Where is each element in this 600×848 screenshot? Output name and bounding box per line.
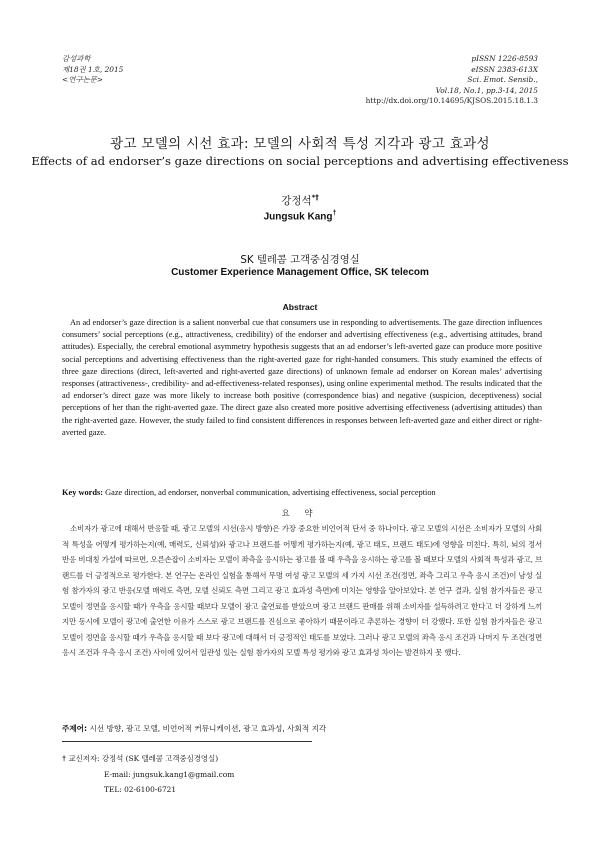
author-korean (0, 193, 600, 208)
title-korean: 광고 모델의 시선 효과: 모델의 사회적 특성 지각과 광고 효과성 (110, 136, 490, 152)
author-name-en: Jungsuk Kang (263, 211, 333, 223)
author-mark-en: † (332, 210, 337, 217)
keywords-list: Gaze direction, ad endorser, nonverbal communication, advertising effectiveness, social perception (105, 488, 436, 497)
keywords-list-ko: 시선 방향, 광고 모델, 비언어적 커뮤니케이션, 광고 효과성, 사회적 지각 (89, 724, 327, 733)
footnote-author (62, 751, 234, 767)
footnote-mark: † (62, 754, 67, 763)
article-type-ko: <연구논문> (62, 75, 103, 84)
keywords-korean (62, 723, 542, 735)
footnote-email: E-mail: jungsuk.kang1@gmail.com (104, 769, 235, 779)
abstract-heading: Abstract (282, 302, 318, 312)
keywords-english (62, 487, 542, 499)
author-mark-ko: *† (311, 193, 319, 202)
volume-en: Vol.18, No.1, pp.3-14, 2015 (435, 85, 538, 95)
keywords-label-ko: 주제어: (62, 724, 88, 733)
doi-link[interactable]: http://dx.doi.org/10.14695/KJSOS.2015.18.1.3 (365, 96, 538, 105)
journal-name-ko: 감성과학 (62, 54, 91, 63)
affiliation-korean: SK 텔레콤 고객중심경영실 (240, 254, 360, 266)
summary-body: 소비자가 광고에 대해서 반응할 때, 광고 모델의 시선(응시 방향)은 가장 중요한 비언어적 단서 중 하나이다. 광고 모델의 시선은 소비자가 모델의 사회적 특성을 어떻게 평가하는지(예, 매력도, 신뢰성)와 광고나 브랜드를 어떻게 평가하는지(예, 광고 태도, 브랜드 태도)에 영향을 미친다. 특히, 뇌의 정서 반응 비대칭 가설에 따르면, 오른손잡이 소비자는 모델이 좌측을 응시하는 광고를 볼 때 우측을 응시하는 광고를 볼 때보다 모델의 사회적 특성과 광고, 브랜드를 더 긍정적으로 평가한다. 본 연구는 온라인 실험을 통해서 무명 여성 광고 모델의 세 가지 시선 조건(정면, 좌측 그리고 우측 응시 조건)이 남성 실험 참가자의 광고 반응(모델 매력도 측면, 모델 신뢰도 측면 그리고 광고 효과성 측면)에 미치는 영향을 알아보았다. 본 연구 결과, 실험 참가자들은 광고 모델이 정면을 응시할 때가 우측을 응시할 때보다 모델이 광고 출연료를 받았으며 광고 브랜드 판매를 위해 소비자를 설득하려고 한다고 더 강하게 느끼지만 동시에 모델이 광고에 출연한 이유가 스스로 광고 브랜드를 진심으로 좋아하기 때문이라고 추론하는 경향이 더 강했다. 또한 실험 참가자들은 광고 모델이 정면을 응시할 때가 우측을 응시할 때 보다 광고에 대해서 더 긍정적인 태도를 보였다. 그러나 광고 모델의 좌측 응시 조건과 나머지 두 조건(정면 응시 조건과 우측 응시 조건) 사이에 있어서 일관성 있는 실험 참가자의 모델 특성 평가와 광고 효과성 차이는 발견하지 못 했다. (62, 524, 543, 657)
abstract-body: An ad endorser’s gaze direction is a salient nonverbal cue that consumers use in responding to advertisements. The gaze direction influences consumers’ social perceptions (e.g., attractiveness, credibility) of the endorser and advertising effectiveness (e.g., advertising attitudes, brand attitudes). Especially, the cerebral emotional asymmetry hypothesis suggests that an ad endorser’s left-averted gaze can produce more positive social perceptions and advertising effectiveness than the right-averted gaze for right-handed consumers. This study examined the effects of three gaze directions (direct, left-averted and right-averted gaze directions) of unknown female ad endorser on Korean males’ advertising responses (attractiveness-, credibility- and ad-effectiveness-related responses), using online experimental method. The results indicated that the ad endorser’s direct gaze was more likely to increase both positive (correspondence bias) and negative (suspicion, deceptiveness) social perceptions of her than the right-averted gaze. The direct gaze also created more positive advertising effectiveness (advertising attitudes) than the right-averted gaze. However, the study failed to find consistent differences in responses between left-averted gaze and either direct or right-averted gaze. (62, 318, 542, 437)
eissn: eISSN 2383-613X (471, 64, 538, 74)
pissn: pISSN 1226-8593 (471, 54, 538, 63)
affiliation-english: Customer Experience Management Office, SK telecom (171, 267, 429, 278)
author-name-ko: 강정석 (281, 195, 312, 207)
author-english (0, 210, 600, 222)
footnote (62, 751, 234, 798)
title-english: Effects of ad endorser’s gaze directions on social perceptions and advertising effectiveness (31, 154, 569, 168)
keywords-label: Key words: (62, 488, 104, 497)
journal-header-right (366, 54, 538, 107)
footnote-tel: TEL: 02-6100-6721 (104, 785, 177, 794)
footnote-divider (62, 741, 312, 742)
summary-heading: 요 약 (281, 508, 319, 518)
volume-ko: 제18권 1호, 2015 (62, 64, 124, 74)
journal-abbr: Sci. Emot. Sensib., (467, 75, 538, 84)
journal-header-left (62, 54, 123, 86)
footnote-corresponding: 교신저자: 강정석 (SK 텔레콤 고객중심경영실) (68, 754, 219, 763)
